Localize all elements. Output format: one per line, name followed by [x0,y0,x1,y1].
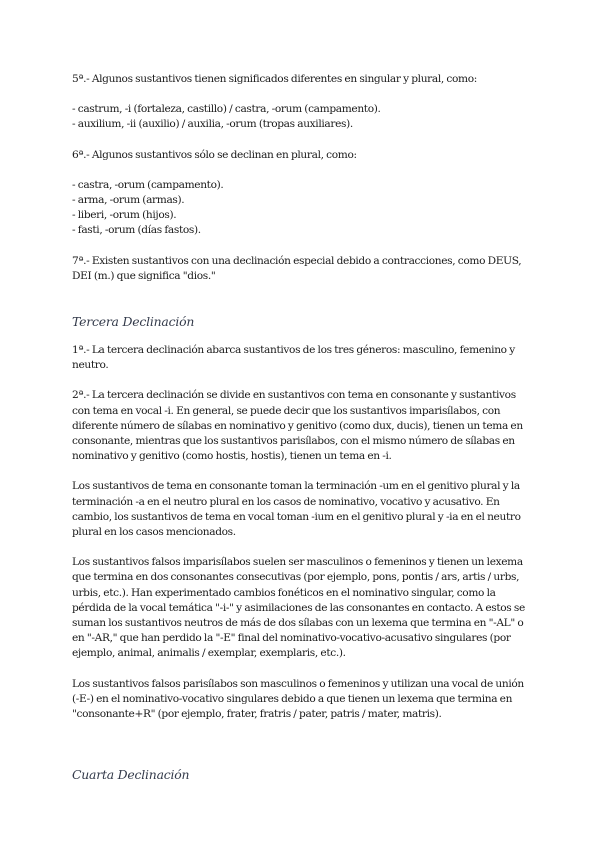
list-item: - castrum, -i (fortaleza, castillo) / castra, -orum (campamento). [72,103,381,116]
tercera-paragraph-5: Los sustantivos falsos parisílabos son masculinos o femeninos y utilizan una vocal de unión (-E-) en el nominativo-vocativo singulares debido a que tienen un lexema que termina en "consonante+R" (por ejemplo, frater, fratris / pater, patris / mater, matris). [72,677,524,721]
section-5-intro: 5ª.- Algunos sustantivos tienen significados diferentes en singular y plural, como: [72,73,477,85]
list-item: - castra, -orum (campamento). [72,178,224,191]
section-5 [72,72,528,87]
heading-cuarta-declinacion: Cuarta Declinación [72,767,190,783]
section-6 [72,148,528,163]
tercera-paragraph-4: Los sustantivos falsos imparisílabos suelen ser masculinos o femeninos y tienen un lexema que termina en dos consonantes consecutivas (por ejemplo, pons, pontis / ars, artis / urbs, urbis, etc.). Han experimentado cambios fonéticos en el nominativo singular, como la pérdida de la vocal temática "-i-" y asimilaciones de las consonantes en contacto. A estos se suman los sustantivos neutros de más de dos sílabas con un lexema que termina en "-AL" o en "-AR," que han perdido la "-E" final del nominativo-vocativo-acusativo singulares (por ejemplo, animal, animalis / exemplar, exemplaris, etc.). [72,556,525,660]
list-item: - liberi, -orum (hijos). [72,209,177,222]
list-item: - arma, -orum (armas). [72,194,185,207]
list-item: - auxilium, -ii (auxilio) / auxilia, -orum (tropas auxiliares). [72,118,353,131]
section-5-list [72,102,528,132]
section-6-intro: 6ª.- Algunos sustantivos sólo se declinan en plural, como: [72,148,357,161]
section-7 [72,254,528,284]
tercera-paragraph-2: 2ª.- La tercera declinación se divide en sustantivos con tema en consonante y sustantivos con tema en vocal -i. En general, se puede decir que los sustantivos imparisílabos, con diferente número de sílabas en nominativo y genitivo (como dux, ducis), tienen un tema en consonante, mientras que los sustantivos parisílabos, con el mismo número de sílabas en nominativo y genitivo (como hostis, hostis), tienen un tema en -i. [72,389,523,463]
section-6-list [72,178,528,239]
tercera-paragraph-3: Los sustantivos de tema en consonante toman la terminación -um en el genitivo plural y la terminación -a en el neutro plural en los casos de nominativo, vocativo y acusativo. En cambio, los sustantivos de tema en vocal toman -ium en el genitivo plural y -ia en el neutro plural en los casos mencionados. [72,480,521,539]
heading-tercera-declinacion: Tercera Declinación [72,314,195,330]
section-7-text: 7ª.- Existen sustantivos con una declinación especial debido a contracciones, como DEUS, DEI (m.) que significa "dios." [72,254,522,282]
tercera-paragraph-1: 1ª.- La tercera declinación abarca sustantivos de los tres géneros: masculino, femenino y neutro. [72,344,515,372]
list-item: - fasti, -orum (días fastos). [72,224,201,237]
